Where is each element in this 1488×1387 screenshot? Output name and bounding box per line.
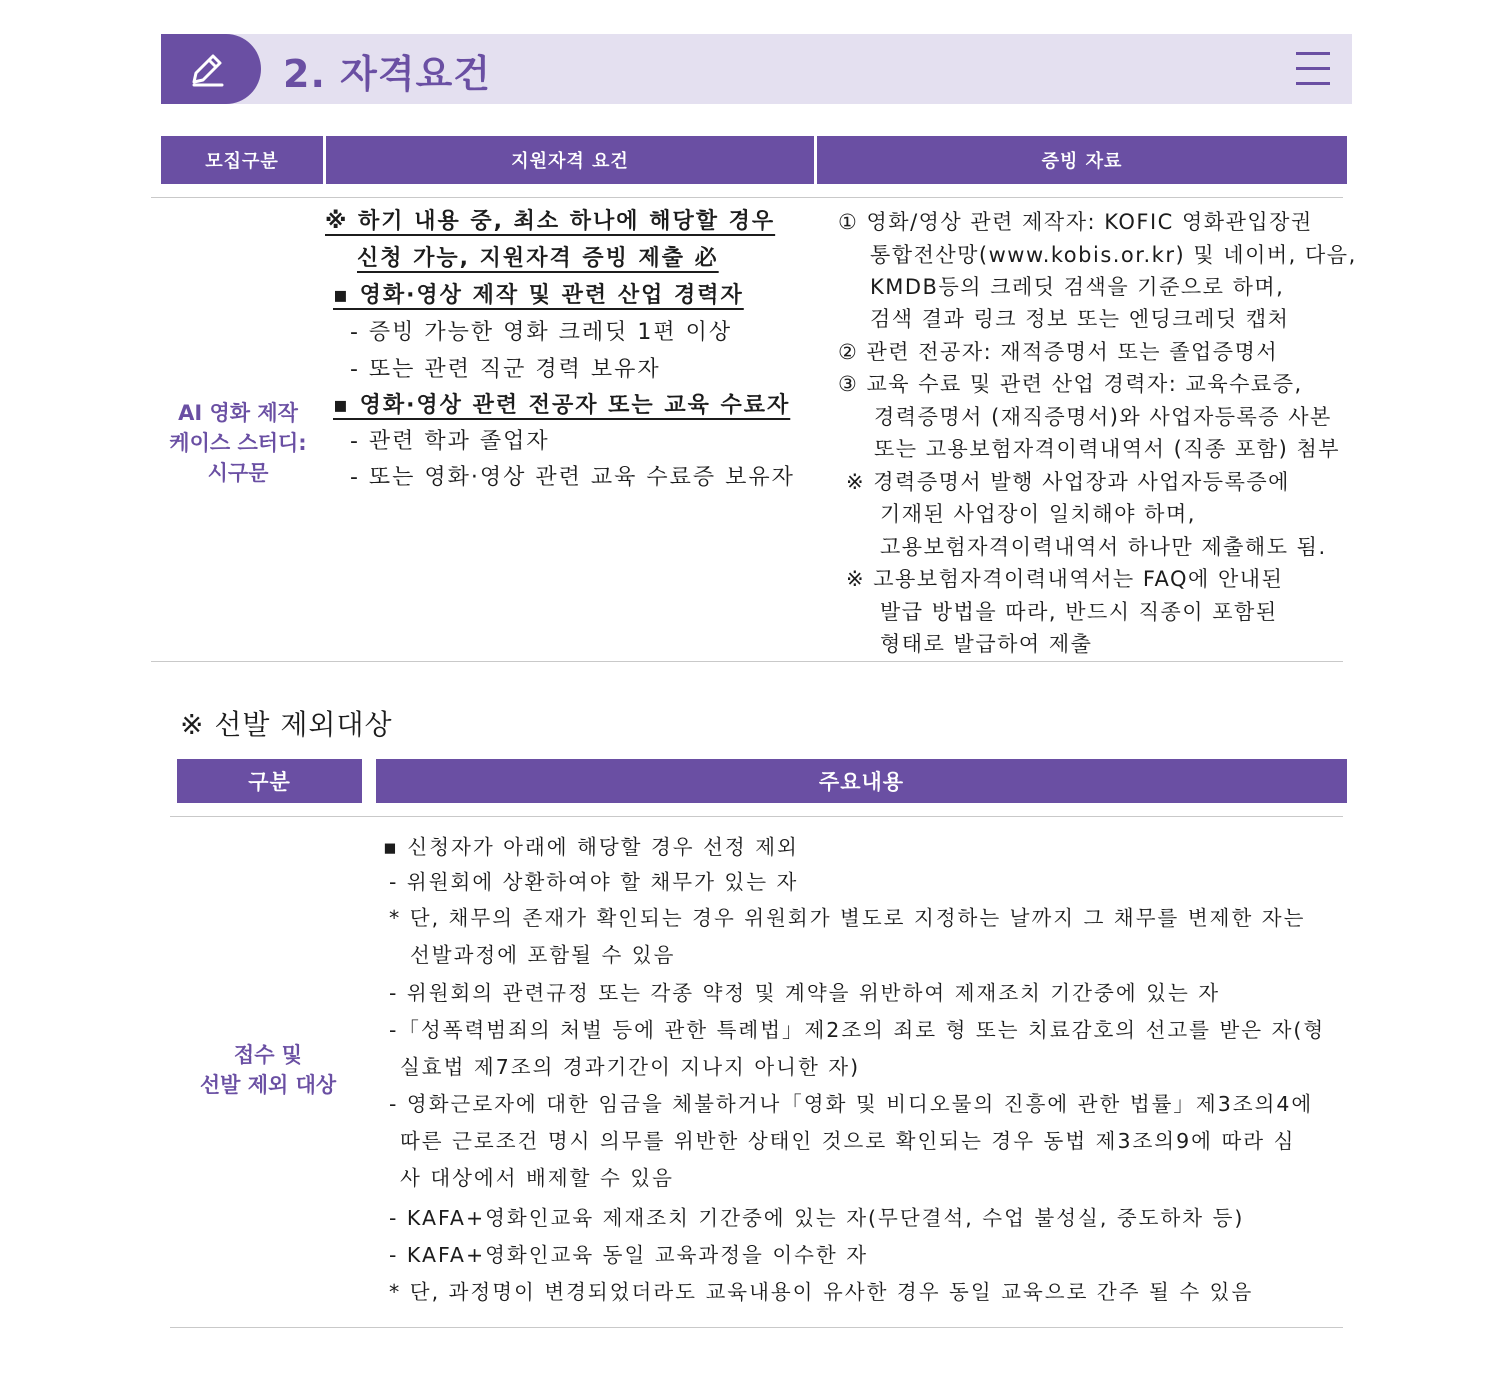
table2-header-category: 구분	[177, 759, 362, 803]
table-top-rule	[151, 197, 1343, 198]
table2-header-content: 주요내용	[376, 759, 1347, 803]
exclusion-line: * 단, 과정명이 변경되었더라도 교육내용이 유사한 경우 동일 교육으로 간주 될 수 있음	[389, 1280, 1254, 1304]
section-icon-badge	[161, 34, 261, 104]
evidence-item: 검색 결과 링크 정보 또는 엔딩크레딧 캡처	[870, 307, 1290, 331]
evidence-item: 통합전산망(www.kobis.or.kr) 및 네이버, 다음,	[870, 243, 1357, 267]
table2-bottom-rule	[170, 1327, 1343, 1328]
evidence-note: 형태로 발급하여 제출	[880, 632, 1093, 656]
exclusion-line: ▪ 신청자가 아래에 해당할 경우 선정 제외	[383, 835, 799, 859]
exclusion-line: 사 대상에서 배제할 수 있음	[400, 1166, 674, 1190]
evidence-item: ① 영화/영상 관련 제작자: KOFIC 영화관입장권	[838, 210, 1313, 234]
table-bottom-rule	[151, 661, 1343, 662]
row-label-line: 접수 및	[233, 1043, 303, 1067]
section-title: 2. 자격요건	[283, 52, 491, 96]
evidence-note: ※ 고용보험자격이력내역서는 FAQ에 안내된	[846, 567, 1284, 591]
requirement-category-career: ▪ 영화·영상 제작 및 관련 산업 경력자	[333, 283, 744, 308]
evidence-item: 또는 고용보험자격이력내역서 (직종 포함) 첨부	[874, 437, 1341, 461]
requirement-item: - 관련 학과 졸업자	[350, 429, 550, 454]
section-header	[161, 34, 1352, 104]
requirement-note	[325, 207, 775, 237]
exclusion-line: 실효법 제7조의 경과기간이 지나지 아니한 자)	[400, 1055, 861, 1079]
row-label-line: 케이스 스터디:	[169, 431, 307, 455]
evidence-item: 경력증명서 (재직증명서)와 사업자등록증 사본	[874, 405, 1332, 429]
requirement-note-text: ※ 하기 내용 중, 최소 하나에 해당할 경우	[325, 209, 776, 234]
exclusion-line: 선발과정에 포함될 수 있음	[410, 943, 676, 967]
evidence-item: ③ 교육 수료 및 관련 산업 경력자: 교육수료증,	[838, 372, 1303, 396]
exclusion-line: -「성폭력범죄의 처벌 등에 관한 특례법」제2조의 죄로 형 또는 치료감호의 선고를 받은 자(형	[389, 1018, 1326, 1042]
exclusion-line: - KAFA+영화인교육 제재조치 기간중에 있는 자(무단결석, 수업 불성실, 중도하차 등)	[389, 1206, 1245, 1230]
row-label-exclusion	[178, 1040, 358, 1100]
exclusion-line: - 위원회에 상환하여야 할 채무가 있는 자	[389, 870, 799, 894]
exclusion-line: - KAFA+영화인교육 동일 교육과정을 이수한 자	[389, 1243, 869, 1267]
row-label-line: 선발 제외 대상	[199, 1073, 337, 1097]
table-header-requirements: 지원자격 요건	[326, 136, 814, 184]
evidence-note: ※ 경력증명서 발행 사업장과 사업자등록증에	[846, 470, 1290, 494]
evidence-note: 고용보험자격이력내역서 하나만 제출해도 됨.	[880, 535, 1327, 559]
exclusion-line: * 단, 채무의 존재가 확인되는 경우 위원회가 별도로 지정하는 날까지 그 채무를 변제한 자는	[389, 906, 1306, 930]
evidence-note: 기재된 사업장이 일치해야 하며,	[880, 502, 1196, 526]
evidence-item: KMDB등의 크레딧 검색을 기준으로 하며,	[870, 275, 1285, 299]
requirement-note-cont: 신청 가능, 지원자격 증빙 제출 必	[357, 246, 719, 271]
row-label-line: 시구문	[207, 461, 269, 485]
evidence-note: 발급 방법을 따라, 반드시 직종이 포함된	[880, 600, 1278, 624]
row-label-ai-film	[158, 398, 318, 488]
exclusion-title: ※ 선발 제외대상	[180, 708, 393, 741]
requirement-item: - 증빙 가능한 영화 크레딧 1편 이상	[350, 320, 733, 345]
exclusion-line: 따른 근로조건 명시 의무를 위반한 상태인 것으로 확인되는 경우 동법 제3조의9에 따라 심	[400, 1129, 1296, 1153]
table-header-category: 모집구분	[161, 136, 323, 184]
table2-top-rule	[170, 816, 1343, 817]
requirement-item: - 또는 관련 직군 경력 보유자	[350, 357, 661, 382]
row-label-line: AI 영화 제작	[178, 401, 298, 425]
table-header-evidence: 증빙 자료	[817, 136, 1347, 184]
hamburger-menu-icon[interactable]	[1296, 52, 1330, 86]
requirement-item: - 또는 영화·영상 관련 교육 수료증 보유자	[350, 465, 795, 490]
pencil-icon	[186, 48, 228, 90]
exclusion-line: - 영화근로자에 대한 임금을 체불하거나「영화 및 비디오물의 진흥에 관한 법률」제3조의4에	[389, 1092, 1314, 1116]
requirement-category-major: ▪ 영화·영상 관련 전공자 또는 교육 수료자	[333, 393, 791, 418]
evidence-item: ② 관련 전공자: 재적증명서 또는 졸업증명서	[838, 340, 1279, 364]
exclusion-line: - 위원회의 관련규정 또는 각종 약정 및 계약을 위반하여 제재조치 기간중에 있는 자	[389, 981, 1221, 1005]
